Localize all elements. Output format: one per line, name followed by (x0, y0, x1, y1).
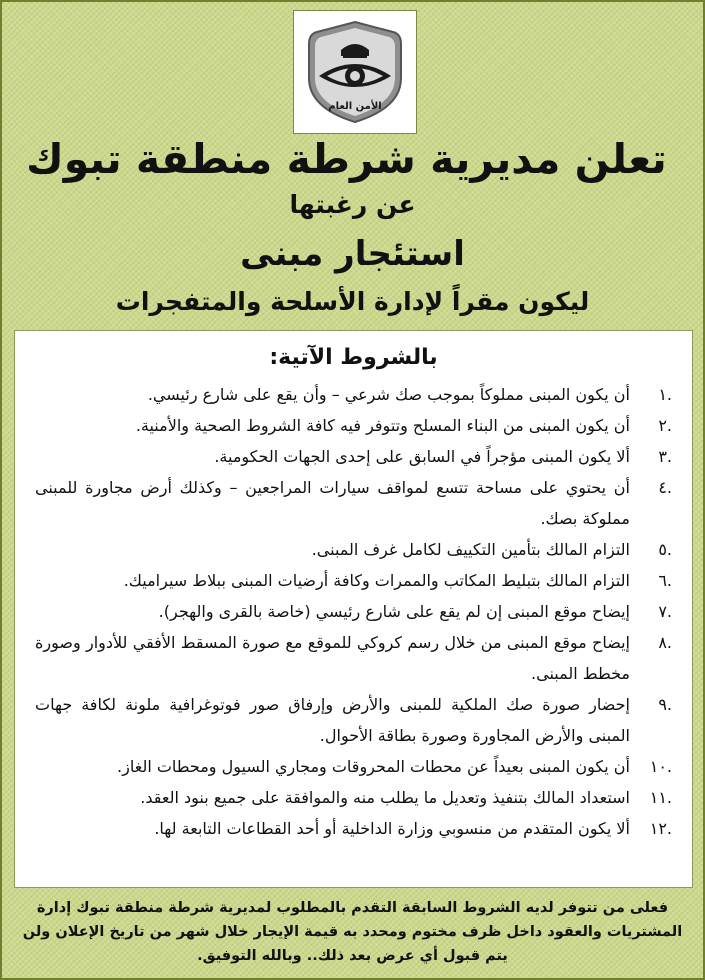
condition-item (35, 627, 672, 689)
condition-text: استعداد المالك بتنفيذ وتعديل ما يطلب منه والموافقة على جميع بنود العقد. (140, 788, 630, 807)
condition-number: .١٢ (649, 819, 672, 838)
condition-item (35, 596, 672, 627)
condition-number: .٤ (658, 478, 672, 497)
condition-number: .٧ (658, 602, 672, 621)
announcement-title: تعلن مديرية شرطة منطقة تبوك (26, 135, 667, 183)
conditions-panel (14, 330, 693, 888)
condition-item (35, 813, 672, 844)
condition-item (35, 782, 672, 813)
condition-number: .٥ (658, 540, 672, 559)
announcement-purpose: ليكون مقراً لإدارة الأسلحة والمتفجرات (115, 287, 590, 316)
condition-item (35, 565, 672, 596)
condition-text: إيضاح موقع المبنى من خلال رسم كروكي للموقع مع صورة المسقط الأفقي للأدوار وصورة مخطط المبنى. (35, 633, 630, 683)
condition-item (35, 379, 672, 410)
public-security-emblem-icon (299, 16, 411, 128)
condition-number: .٦ (658, 571, 672, 590)
condition-text: أن يكون المبنى من البناء المسلح وتتوفر فيه كافة الشروط الصحية والأمنية. (135, 416, 630, 435)
condition-item (35, 534, 672, 565)
conditions-heading: بالشروط الآتية: (269, 345, 438, 370)
condition-text: ألا يكون المبنى مؤجراً في السابق على إحدى الجهات الحكومية. (214, 447, 630, 466)
condition-number: .٣ (658, 447, 672, 466)
footer-instructions: فعلى من تتوفر لديه الشروط السابقة التقدم بالمطلوب لمديرية شرطة منطقة تبوك إدارة المشتريات والعقود داخل ظرف مختوم ومحدد به قيمة الإيجار خلال شهر من تاريخ الإعلان ولن يتم قبول أي عرض بعد ذلك.. وبالله التوفيق. (22, 900, 683, 964)
condition-number: .١٠ (649, 757, 672, 776)
condition-text: أن يحتوي على مساحة تتسع لمواقف سيارات المراجعين – وكذلك أرض مجاورة للمبنى مملوكة بصك. (35, 478, 630, 528)
condition-text: التزام المالك بتأمين التكييف لكامل غرف المبنى. (311, 540, 630, 559)
condition-text: ألا يكون المتقدم من منسوبي وزارة الداخلية أو أحد القطاعات التابعة لها. (154, 819, 630, 838)
condition-number: .٨ (658, 633, 672, 652)
condition-item (35, 689, 672, 751)
condition-number: .٩ (658, 695, 672, 714)
condition-text: إحضار صورة صك الملكية للمبنى والأرض وإرفاق صور فوتوغرافية ملونة لكافة جهات المبنى والأرض المجاورة وصورة بطاقة الأحوال. (35, 695, 630, 745)
announcement-subtitle: عن رغبتها (289, 190, 416, 219)
emblem-text: الأمن العام (328, 101, 382, 112)
condition-number: .١١ (649, 788, 672, 807)
announcement-main: استئجار مبنى (240, 234, 465, 274)
condition-text: التزام المالك بتبليط المكاتب والممرات وكافة أرضيات المبنى ببلاط سيراميك. (123, 571, 630, 590)
condition-item (35, 441, 672, 472)
condition-text: إيضاح موقع المبنى إن لم يقع على شارع رئيسي (خاصة بالقرى والهجر). (158, 602, 630, 621)
condition-text: أن يكون المبنى مملوكاً بموجب صك شرعي – وأن يقع على شارع رئيسي. (147, 385, 630, 404)
condition-number: .٢ (658, 416, 672, 435)
condition-number: .١ (658, 385, 672, 404)
condition-item (35, 751, 672, 782)
condition-item (35, 410, 672, 441)
condition-item (35, 472, 672, 534)
condition-text: أن يكون المبنى بعيداً عن محطات المحروقات ومجاري السيول ومحطات الغاز. (117, 757, 630, 776)
conditions-list (35, 379, 672, 844)
logo (293, 10, 417, 134)
